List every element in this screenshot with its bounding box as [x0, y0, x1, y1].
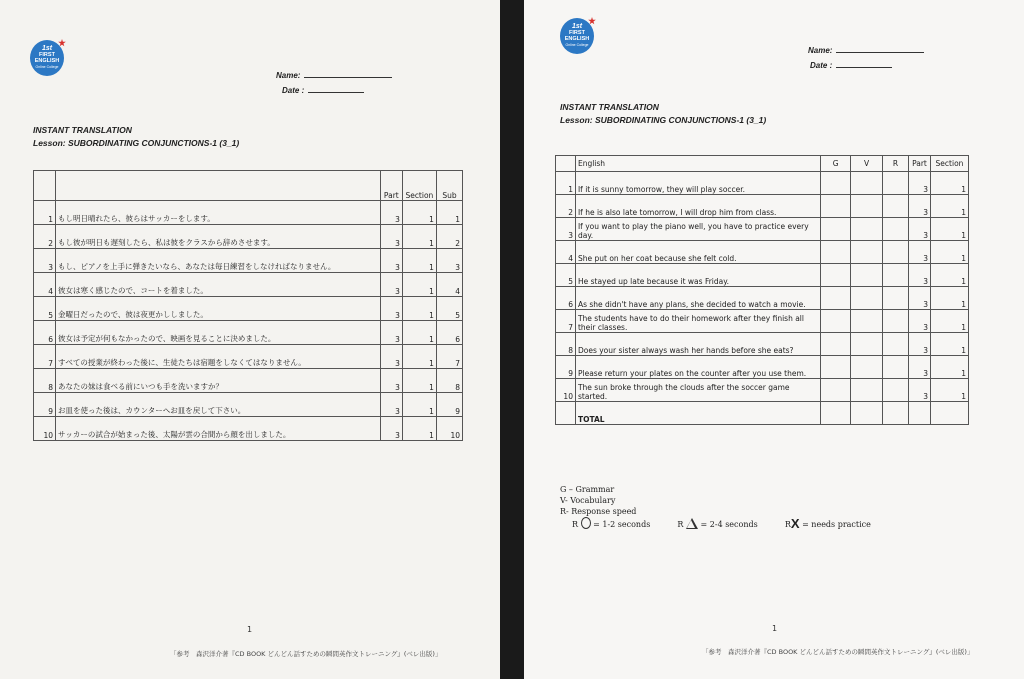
- row-number: 1: [556, 172, 576, 195]
- row-part: 3: [908, 333, 930, 356]
- score-v[interactable]: [851, 287, 883, 310]
- col-section: Section: [930, 156, 968, 172]
- row-section: 1: [930, 287, 968, 310]
- score-r[interactable]: [883, 310, 909, 333]
- score-v[interactable]: [851, 310, 883, 333]
- japanese-sentence: あなたの妹は食べる前にいつも手を洗いますか？: [56, 369, 381, 393]
- row-number: 3: [34, 249, 56, 273]
- logo-text: ENGLISH: [564, 36, 590, 42]
- table-row: [556, 264, 969, 287]
- row-section: 1: [402, 297, 436, 321]
- row-section: 1: [930, 218, 968, 241]
- row-part: 3: [380, 297, 402, 321]
- score-g[interactable]: [821, 195, 851, 218]
- score-g[interactable]: [821, 287, 851, 310]
- table-row: [556, 241, 969, 264]
- answer-table: [555, 155, 969, 425]
- score-g[interactable]: [821, 333, 851, 356]
- japanese-sentence: もし、ピアノを上手に弾きたいなら、あなたは毎日練習をしなければなりません。: [56, 249, 381, 273]
- row-number: 4: [34, 273, 56, 297]
- name-label: Name:: [808, 46, 833, 55]
- score-r[interactable]: [883, 333, 909, 356]
- col-section: Section: [402, 171, 436, 201]
- japanese-sentence: 彼女は寒く感じたので、コートを着ました。: [56, 273, 381, 297]
- table-header: [34, 171, 463, 201]
- row-section: 1: [930, 356, 968, 379]
- english-sentence: If he is also late tomorrow, I will drop him from class.: [575, 195, 820, 218]
- row-number: 6: [556, 287, 576, 310]
- table-row: [556, 195, 969, 218]
- logo-text: FIRST: [569, 30, 585, 36]
- row-part: 3: [908, 287, 930, 310]
- table-row: [34, 417, 463, 441]
- name-date-block: [808, 43, 924, 73]
- row-section: 1: [930, 241, 968, 264]
- date-field[interactable]: [308, 83, 364, 93]
- english-sentence: If it is sunny tomorrow, they will play soccer.: [575, 172, 820, 195]
- row-number: 8: [34, 369, 56, 393]
- worksheet-english: [524, 0, 1024, 679]
- school-logo: [560, 18, 594, 54]
- date-label: Date :: [810, 61, 833, 70]
- row-sub: 6: [436, 321, 462, 345]
- name-label: Name:: [276, 71, 301, 80]
- total-row: [556, 402, 969, 425]
- row-part: 3: [908, 310, 930, 333]
- english-sentence: He stayed up late because it was Friday.: [575, 264, 820, 287]
- row-number: 2: [34, 225, 56, 249]
- row-section: 1: [930, 310, 968, 333]
- english-sentence: If you want to play the piano well, you have to practice every day.: [575, 218, 820, 241]
- legend-r-prefix: R: [677, 520, 684, 529]
- row-sub: 2: [436, 225, 462, 249]
- circle-icon: [581, 517, 591, 529]
- japanese-sentence: もし明日晴れたら、彼らはサッカーをします。: [56, 201, 381, 225]
- col-sub: Sub: [436, 171, 462, 201]
- score-v[interactable]: [851, 264, 883, 287]
- total-label: TOTAL: [575, 402, 820, 425]
- score-v[interactable]: [851, 218, 883, 241]
- row-number: 3: [556, 218, 576, 241]
- row-section: 1: [402, 321, 436, 345]
- table-row: [34, 297, 463, 321]
- english-sentence: The sun broke through the clouds after the soccer game started.: [575, 379, 820, 402]
- table-row: [34, 225, 463, 249]
- score-r[interactable]: [883, 241, 909, 264]
- row-part: 3: [380, 225, 402, 249]
- worksheet-heading: [33, 124, 239, 150]
- table-row: [34, 249, 463, 273]
- row-section: 1: [930, 379, 968, 402]
- row-part: 3: [380, 273, 402, 297]
- english-sentence: Please return your plates on the counter after you use them.: [575, 356, 820, 379]
- legend-triangle: = 2-4 seconds: [700, 520, 758, 529]
- row-sub: 1: [436, 201, 462, 225]
- row-section: 1: [402, 345, 436, 369]
- worksheet-heading: [560, 101, 766, 127]
- score-g[interactable]: [821, 379, 851, 402]
- score-r[interactable]: [883, 218, 909, 241]
- table-row: [556, 333, 969, 356]
- total-g[interactable]: [821, 402, 851, 425]
- logo-text: 1st: [41, 45, 53, 52]
- row-section: 1: [930, 264, 968, 287]
- lesson-title: Lesson: SUBORDINATING CONJUNCTIONS-1 (3_1): [33, 138, 240, 148]
- row-section: 1: [402, 201, 436, 225]
- japanese-sentence: もし彼が明日も遅刻したら、私は彼をクラスから辞めさせます。: [56, 225, 381, 249]
- table-row: [556, 218, 969, 241]
- table-row: [34, 393, 463, 417]
- page-number: 1: [772, 624, 778, 633]
- table-row: [34, 369, 463, 393]
- score-v[interactable]: [851, 379, 883, 402]
- english-sentence: The students have to do their homework after they finish all their classes.: [575, 310, 820, 333]
- table-row: [556, 379, 969, 402]
- row-part: 3: [380, 249, 402, 273]
- row-sub: 8: [436, 369, 462, 393]
- row-section: 1: [402, 225, 436, 249]
- logo-text: 1st: [571, 23, 583, 30]
- score-r[interactable]: [883, 264, 909, 287]
- score-g[interactable]: [821, 241, 851, 264]
- col-v: V: [851, 156, 883, 172]
- row-section: 1: [402, 273, 436, 297]
- col-g: G: [821, 156, 851, 172]
- worksheet-title: INSTANT TRANSLATION: [560, 102, 659, 112]
- page-number: 1: [247, 625, 253, 634]
- total-r[interactable]: [883, 402, 909, 425]
- scoring-legend: [560, 484, 871, 530]
- row-sub: 10: [436, 417, 462, 441]
- legend-response: R- Response speed: [560, 507, 637, 516]
- logo-text: Online College: [35, 65, 59, 69]
- score-g[interactable]: [821, 356, 851, 379]
- row-number: 10: [556, 379, 576, 402]
- row-number: 4: [556, 241, 576, 264]
- logo-text: Online College: [565, 43, 589, 47]
- row-part: 3: [908, 241, 930, 264]
- table-row: [34, 321, 463, 345]
- score-g[interactable]: [821, 218, 851, 241]
- row-part: 3: [380, 201, 402, 225]
- english-sentence: As she didn't have any plans, she decided to watch a movie.: [575, 287, 820, 310]
- logo-text: FIRST: [39, 52, 55, 58]
- score-v[interactable]: [851, 333, 883, 356]
- date-label: Date :: [282, 86, 305, 95]
- row-number: 10: [34, 417, 56, 441]
- total-v[interactable]: [851, 402, 883, 425]
- col-english: English: [575, 156, 820, 172]
- row-part: 3: [380, 417, 402, 441]
- row-part: 3: [908, 195, 930, 218]
- row-number: 1: [34, 201, 56, 225]
- lesson-title: Lesson: SUBORDINATING CONJUNCTIONS-1 (3_1): [560, 115, 767, 125]
- score-g[interactable]: [821, 310, 851, 333]
- score-v[interactable]: [851, 172, 883, 195]
- row-number: 8: [556, 333, 576, 356]
- table-row: [556, 356, 969, 379]
- score-r[interactable]: [883, 195, 909, 218]
- row-part: 3: [908, 172, 930, 195]
- x-mark-icon: X: [790, 516, 800, 531]
- score-r[interactable]: [883, 172, 909, 195]
- table-row: [34, 201, 463, 225]
- row-section: 1: [930, 195, 968, 218]
- score-r[interactable]: [883, 379, 909, 402]
- japanese-sentence: 金曜日だったので、彼は夜更かししました。: [56, 297, 381, 321]
- score-v[interactable]: [851, 356, 883, 379]
- table-row: [34, 345, 463, 369]
- row-section: 1: [930, 333, 968, 356]
- name-field[interactable]: [304, 68, 392, 78]
- row-section: 1: [402, 249, 436, 273]
- row-part: 3: [380, 369, 402, 393]
- name-date-block: [276, 68, 392, 98]
- legend-r-prefix: R: [784, 520, 791, 529]
- japanese-sentence: お皿を使った後は、カウンターへお皿を戻して下さい。: [56, 393, 381, 417]
- score-g[interactable]: [821, 172, 851, 195]
- legend-r-prefix: R: [572, 520, 579, 529]
- row-part: 3: [380, 345, 402, 369]
- row-number: 7: [556, 310, 576, 333]
- row-section: 1: [930, 172, 968, 195]
- row-number: 5: [34, 297, 56, 321]
- row-part: 3: [380, 321, 402, 345]
- translation-table: [33, 170, 463, 441]
- row-part: 3: [380, 393, 402, 417]
- english-sentence: Does your sister always wash her hands before she eats?: [575, 333, 820, 356]
- worksheet-title: INSTANT TRANSLATION: [33, 125, 132, 135]
- japanese-sentence: サッカーの試合が始まった後、太陽が雲の合間から顔を出しました。: [56, 417, 381, 441]
- row-part: 3: [908, 264, 930, 287]
- row-part: 3: [908, 356, 930, 379]
- english-sentence: She put on her coat because she felt cold.: [575, 241, 820, 264]
- footer-reference: 「参考 森沢洋介著『CD BOOK どんどん話すための瞬間英作文トレーニング』(ベレ出版)」: [170, 650, 442, 658]
- table-row: [556, 310, 969, 333]
- legend-vocabulary: V- Vocabulary: [560, 496, 616, 505]
- row-number: 6: [34, 321, 56, 345]
- row-sub: 9: [436, 393, 462, 417]
- score-r[interactable]: [883, 356, 909, 379]
- col-part: Part: [380, 171, 402, 201]
- row-section: 1: [402, 393, 436, 417]
- logo-text: ENGLISH: [34, 58, 60, 64]
- row-part: 3: [908, 379, 930, 402]
- score-r[interactable]: [883, 287, 909, 310]
- school-logo: [30, 40, 64, 76]
- japanese-sentence: 彼女は予定が何もなかったので、映画を見ることに決めました。: [56, 321, 381, 345]
- score-g[interactable]: [821, 264, 851, 287]
- col-part: Part: [908, 156, 930, 172]
- row-sub: 3: [436, 249, 462, 273]
- triangle-icon: [686, 518, 698, 529]
- col-r: R: [883, 156, 909, 172]
- table-row: [556, 172, 969, 195]
- row-number: 9: [556, 356, 576, 379]
- score-v[interactable]: [851, 195, 883, 218]
- table-row: [556, 287, 969, 310]
- row-section: 1: [402, 417, 436, 441]
- row-sub: 4: [436, 273, 462, 297]
- row-part: 3: [908, 218, 930, 241]
- row-number: 9: [34, 393, 56, 417]
- legend-grammar: G – Grammar: [560, 485, 615, 494]
- name-field[interactable]: [836, 43, 924, 53]
- table-header: [556, 156, 969, 172]
- row-section: 1: [402, 369, 436, 393]
- japanese-sentence: すべての授業が終わった後に、生徒たちは宿題をしなくてはなりません。: [56, 345, 381, 369]
- legend-x: = needs practice: [802, 520, 871, 529]
- footer-reference: 「参考 森沢洋介著『CD BOOK どんどん話すための瞬間英作文トレーニング』(ベレ出版)」: [702, 648, 974, 656]
- row-number: 2: [556, 195, 576, 218]
- row-sub: 7: [436, 345, 462, 369]
- row-sub: 5: [436, 297, 462, 321]
- row-number: 5: [556, 264, 576, 287]
- legend-circle: = 1-2 seconds: [593, 520, 651, 529]
- table-row: [34, 273, 463, 297]
- row-number: 7: [34, 345, 56, 369]
- date-field[interactable]: [836, 58, 892, 68]
- worksheet-japanese: [0, 0, 500, 679]
- score-v[interactable]: [851, 241, 883, 264]
